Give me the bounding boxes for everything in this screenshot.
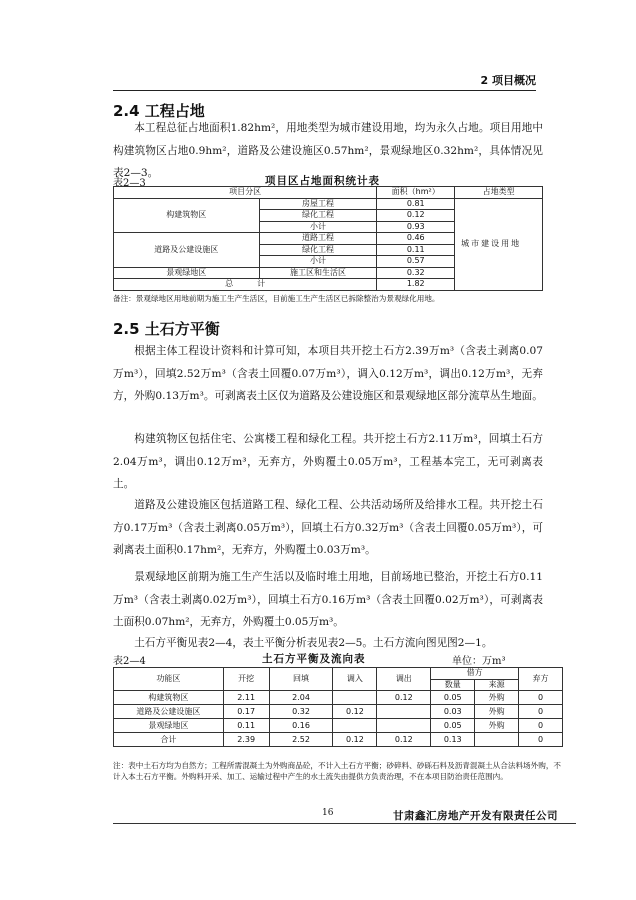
table-cell: 绿化工程 bbox=[259, 244, 377, 256]
table-cell: 0.05 bbox=[431, 691, 475, 705]
table-cell bbox=[333, 719, 377, 733]
table-2-3-label: 表2—3 bbox=[113, 178, 146, 189]
table-cell: 景观绿地区 bbox=[114, 719, 224, 733]
section-2-4-paragraph: 本工程总征占地面积1.82hm²，用地类型为城市建设用地，均为永久占地。项目用地中构建筑物区占地0.9hm²，道路及公建设施区0.57hm²，景观绿地区0.32hm²，具体情况见表2—3。 bbox=[113, 122, 543, 179]
table-cell: 0 bbox=[519, 733, 563, 747]
table-2-4-unit: 单位：万m³ bbox=[452, 656, 506, 667]
section-2-4-title: 2.4 工程占地 bbox=[113, 102, 205, 120]
table-cell: 小计 bbox=[259, 256, 377, 268]
table-2-3-note: 备注：景观绿地区用地前期为施工生产生活区，目前施工生产生活区已拆除整治为景观绿化用地。 bbox=[113, 294, 440, 303]
table-cell: 合计 bbox=[114, 733, 224, 747]
table-cell: 0.32 bbox=[377, 267, 455, 279]
table-cell: 0.12 bbox=[377, 210, 455, 222]
table-cell: 0 bbox=[519, 719, 563, 733]
table-row bbox=[114, 668, 563, 680]
table-cell: 城市建设用地 bbox=[455, 198, 543, 290]
table-cell: 0.46 bbox=[377, 233, 455, 245]
header-divider bbox=[113, 90, 536, 91]
table-row bbox=[114, 719, 563, 733]
table-cell: 道路及公建设施区 bbox=[114, 705, 224, 719]
chapter-header: 2 项目概况 bbox=[480, 74, 536, 87]
table-header-cell: 面积（hm²） bbox=[377, 187, 455, 199]
table-cell bbox=[333, 691, 377, 705]
table-cell: 0 bbox=[519, 705, 563, 719]
table-cell: 0.12 bbox=[333, 705, 377, 719]
table-cell bbox=[377, 719, 431, 733]
table-total-label: 总 计 bbox=[114, 279, 377, 291]
table-cell: 0.11 bbox=[223, 719, 269, 733]
table-cell bbox=[377, 705, 431, 719]
table-cell: 构建筑物区 bbox=[114, 198, 260, 233]
section-2-5-paragraph-1: 根据主体工程设计资料和计算可知，本项目共开挖土石方2.39万m³（含表土剥离0.07万m³），回填2.52万m³（含表土回覆0.07万m³），调入0.12万m³，调出0.12万m³，无弃方，外购0.13万m³。可剥离表土区仅为道路及公建设施区和景观绿地区部分流草丛生地面。 bbox=[113, 345, 543, 402]
section-2-5-title: 2.5 土石方平衡 bbox=[113, 320, 220, 338]
table-2-4 bbox=[113, 667, 563, 747]
table-cell: 0 bbox=[519, 691, 563, 705]
table-cell: 2.11 bbox=[223, 691, 269, 705]
table-header-cell: 调出 bbox=[377, 668, 431, 691]
table-cell: 施工区和生活区 bbox=[259, 267, 377, 279]
table-cell: 0.05 bbox=[431, 719, 475, 733]
page-number: 16 bbox=[322, 808, 334, 818]
table-row bbox=[114, 691, 563, 705]
table-cell: 0.81 bbox=[377, 198, 455, 210]
table-header-cell: 回填 bbox=[269, 668, 333, 691]
table-cell: 0.57 bbox=[377, 256, 455, 268]
table-row bbox=[114, 705, 563, 719]
table-cell: 景观绿地区 bbox=[114, 267, 260, 279]
table-2-4-title: 土石方平衡及流向表 bbox=[262, 653, 366, 665]
section-2-5-paragraph-4: 景观绿地区前期为施工生产生活以及临时堆土用地，目前场地已整治，开挖土石方0.11万m³（含表土剥离0.02万m³），回填土石方0.16万m³（含表土回覆0.02万m³），可剥离表土面积0.07hm²，无弃方，外购覆土0.05万m³。 bbox=[113, 571, 543, 628]
table-cell: 0.12 bbox=[377, 691, 431, 705]
table-cell: 0.12 bbox=[333, 733, 377, 747]
table-cell: 0.13 bbox=[431, 733, 475, 747]
table-header-cell: 调入 bbox=[333, 668, 377, 691]
table-cell: 外购 bbox=[475, 691, 519, 705]
table-2-4-note: 注：表中土石方均为自然方；工程所需混凝土为外购商品砼，不计入土石方平衡；砂碎料、砂砾石料及沥青混凝土从合法料场外购，不计入本土石方平衡。外购料开采、加工、运输过程中产生的水土流失由提供方负责治理，不在本项目防治责任范围内。 bbox=[113, 761, 562, 781]
table-cell: 构建筑物区 bbox=[114, 691, 224, 705]
table-cell: 0.16 bbox=[269, 719, 333, 733]
table-row bbox=[114, 187, 543, 199]
table-cell: 2.39 bbox=[223, 733, 269, 747]
table-header-cell: 借方 bbox=[431, 668, 519, 680]
table-cell: 小计 bbox=[259, 221, 377, 233]
table-2-3-title: 项目区占地面积统计表 bbox=[265, 175, 380, 187]
table-header-cell: 项目分区 bbox=[114, 187, 377, 199]
table-2-3 bbox=[113, 186, 543, 291]
table-total-value: 1.82 bbox=[377, 279, 455, 291]
table-cell: 道路及公建设施区 bbox=[114, 233, 260, 268]
table-header-cell: 占地类型 bbox=[455, 187, 543, 199]
table-row bbox=[114, 198, 543, 210]
section-2-5-paragraph-5: 土石方平衡见表2—4，表土平衡分析表见表2—5。土石方流向图见图2—1。 bbox=[134, 637, 493, 649]
table-cell: 0.12 bbox=[377, 733, 431, 747]
table-cell: 0.17 bbox=[223, 705, 269, 719]
table-cell: 0.93 bbox=[377, 221, 455, 233]
table-header-cell: 来源 bbox=[475, 679, 519, 691]
table-header-cell: 数量 bbox=[431, 679, 475, 691]
table-cell bbox=[475, 733, 519, 747]
table-cell: 绿化工程 bbox=[259, 210, 377, 222]
table-cell: 0.03 bbox=[431, 705, 475, 719]
table-row bbox=[114, 733, 563, 747]
table-2-4-label: 表2—4 bbox=[113, 656, 146, 667]
table-header-cell: 开挖 bbox=[223, 668, 269, 691]
section-2-5-paragraph-2: 构建筑物区包括住宅、公寓楼工程和绿化工程。共开挖土石方2.11万m³，回填土石方2.04万m³，调出0.12万m³，无弃方，外购覆土0.05万m³，工程基本完工，无可剥离表土。 bbox=[113, 433, 543, 490]
table-cell: 房屋工程 bbox=[259, 198, 377, 210]
table-cell: 外购 bbox=[475, 719, 519, 733]
table-cell: 2.52 bbox=[269, 733, 333, 747]
table-header-cell: 弃方 bbox=[519, 668, 563, 691]
table-cell: 道路工程 bbox=[259, 233, 377, 245]
table-cell: 2.04 bbox=[269, 691, 333, 705]
table-cell: 外购 bbox=[475, 705, 519, 719]
table-cell: 0.32 bbox=[269, 705, 333, 719]
section-2-5-paragraph-3: 道路及公建设施区包括道路工程、绿化工程、公共活动场所及给排水工程。共开挖土石方0.17万m³（含表土剥离0.05万m³），回填土石方0.32万m³（含表土回覆0.05万m³），可剥离表土面积0.17hm²，无弃方，外购覆土0.03万m³。 bbox=[113, 499, 543, 556]
table-cell: 0.11 bbox=[377, 244, 455, 256]
table-header-cell: 功能区 bbox=[114, 668, 224, 691]
footer-divider bbox=[113, 823, 576, 824]
company-name: 甘肃鑫汇房地产开发有限责任公司 bbox=[393, 810, 558, 822]
